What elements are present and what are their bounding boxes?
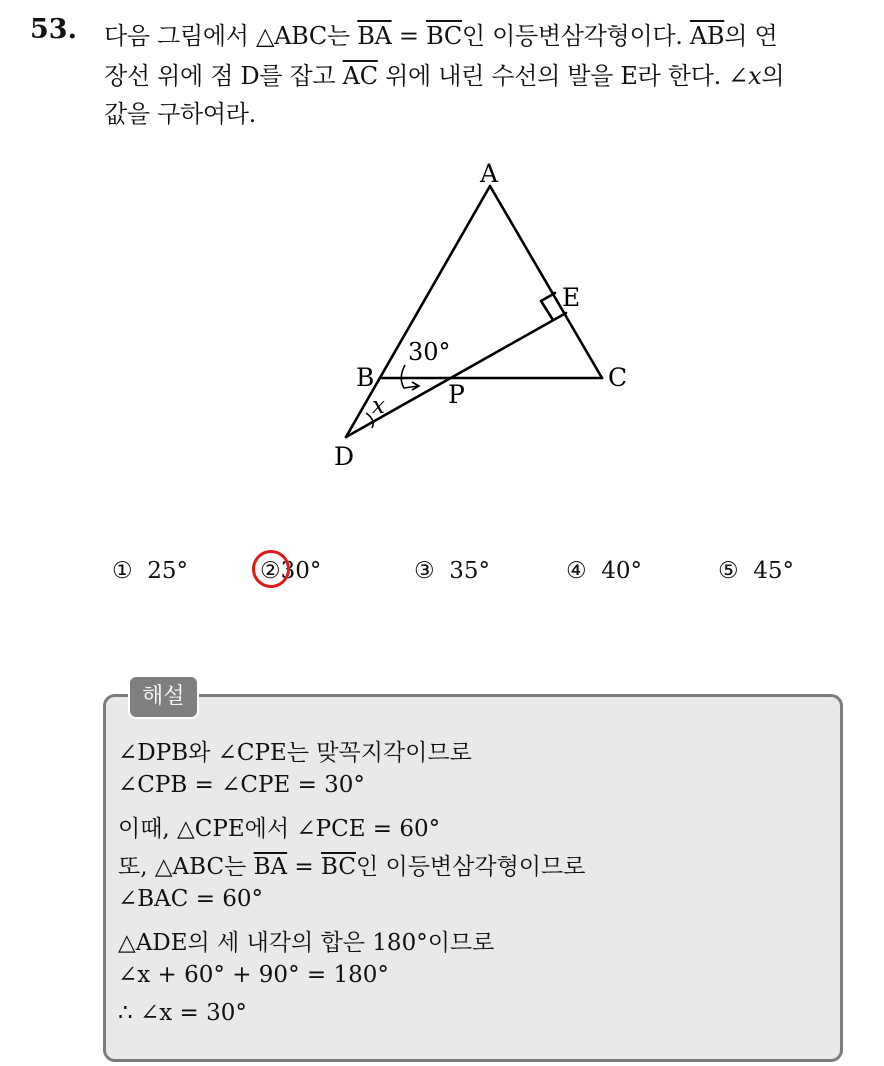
solution-line-5: ∠BAC = 60° [118, 886, 264, 912]
label-e: E [562, 283, 581, 312]
question-line-3: 값을 구하여라. [104, 100, 256, 128]
solution-line-7: ∠x + 60° + 90° = 180° [118, 962, 389, 988]
solution-tag: 해설 [128, 675, 199, 719]
choice-3[interactable]: ③ 35° [414, 558, 491, 584]
question-number: 53. [30, 14, 77, 45]
choice-1[interactable]: ① 25° [112, 558, 189, 584]
choice-4[interactable]: ④ 40° [566, 558, 643, 584]
solution-line-8: ∴ ∠x = 30° [118, 1000, 247, 1026]
label-b: B [356, 363, 375, 392]
label-a: A [480, 159, 499, 188]
solution-line-1: ∠DPB와 ∠CPE는 맞꼭지각이므로 [118, 740, 472, 766]
angle-label-30: 30° [408, 338, 451, 366]
solution-line-2: ∠CPB = ∠CPE = 30° [118, 772, 365, 798]
label-c: C [608, 363, 628, 392]
choice-5[interactable]: ⑤ 45° [718, 558, 795, 584]
answer-choices [0, 558, 884, 598]
question-line-2: 장선 위에 점 D를 잡고 $\overline{AC}$ 위에 내린 수선의 발을 E라 한다. ∠x의 [104, 62, 785, 90]
angle-label-x: x [372, 393, 385, 419]
solution-line-6: △ADE의 세 내각의 합은 180°이므로 [118, 930, 495, 956]
label-p: P [448, 380, 465, 409]
solution-line-4: 또, △ABC는 $\overline{BA} = \overline{BC}$인 이등변삼각형이므로 [118, 854, 586, 880]
solution-line-3: 이때, △CPE에서 ∠PCE = 60° [118, 816, 441, 842]
right-angle-marker [541, 293, 555, 320]
segment-ad [346, 186, 490, 437]
question-line-1: 다음 그림에서 △ABC는 $\overline{BA} = \overline{BC}$인 이등변삼각형이다. $\overline{AB}$의 연 [104, 22, 778, 50]
choice-2[interactable]: ②30° [260, 558, 322, 584]
label-d: D [334, 442, 355, 471]
segment-ac [490, 186, 602, 378]
